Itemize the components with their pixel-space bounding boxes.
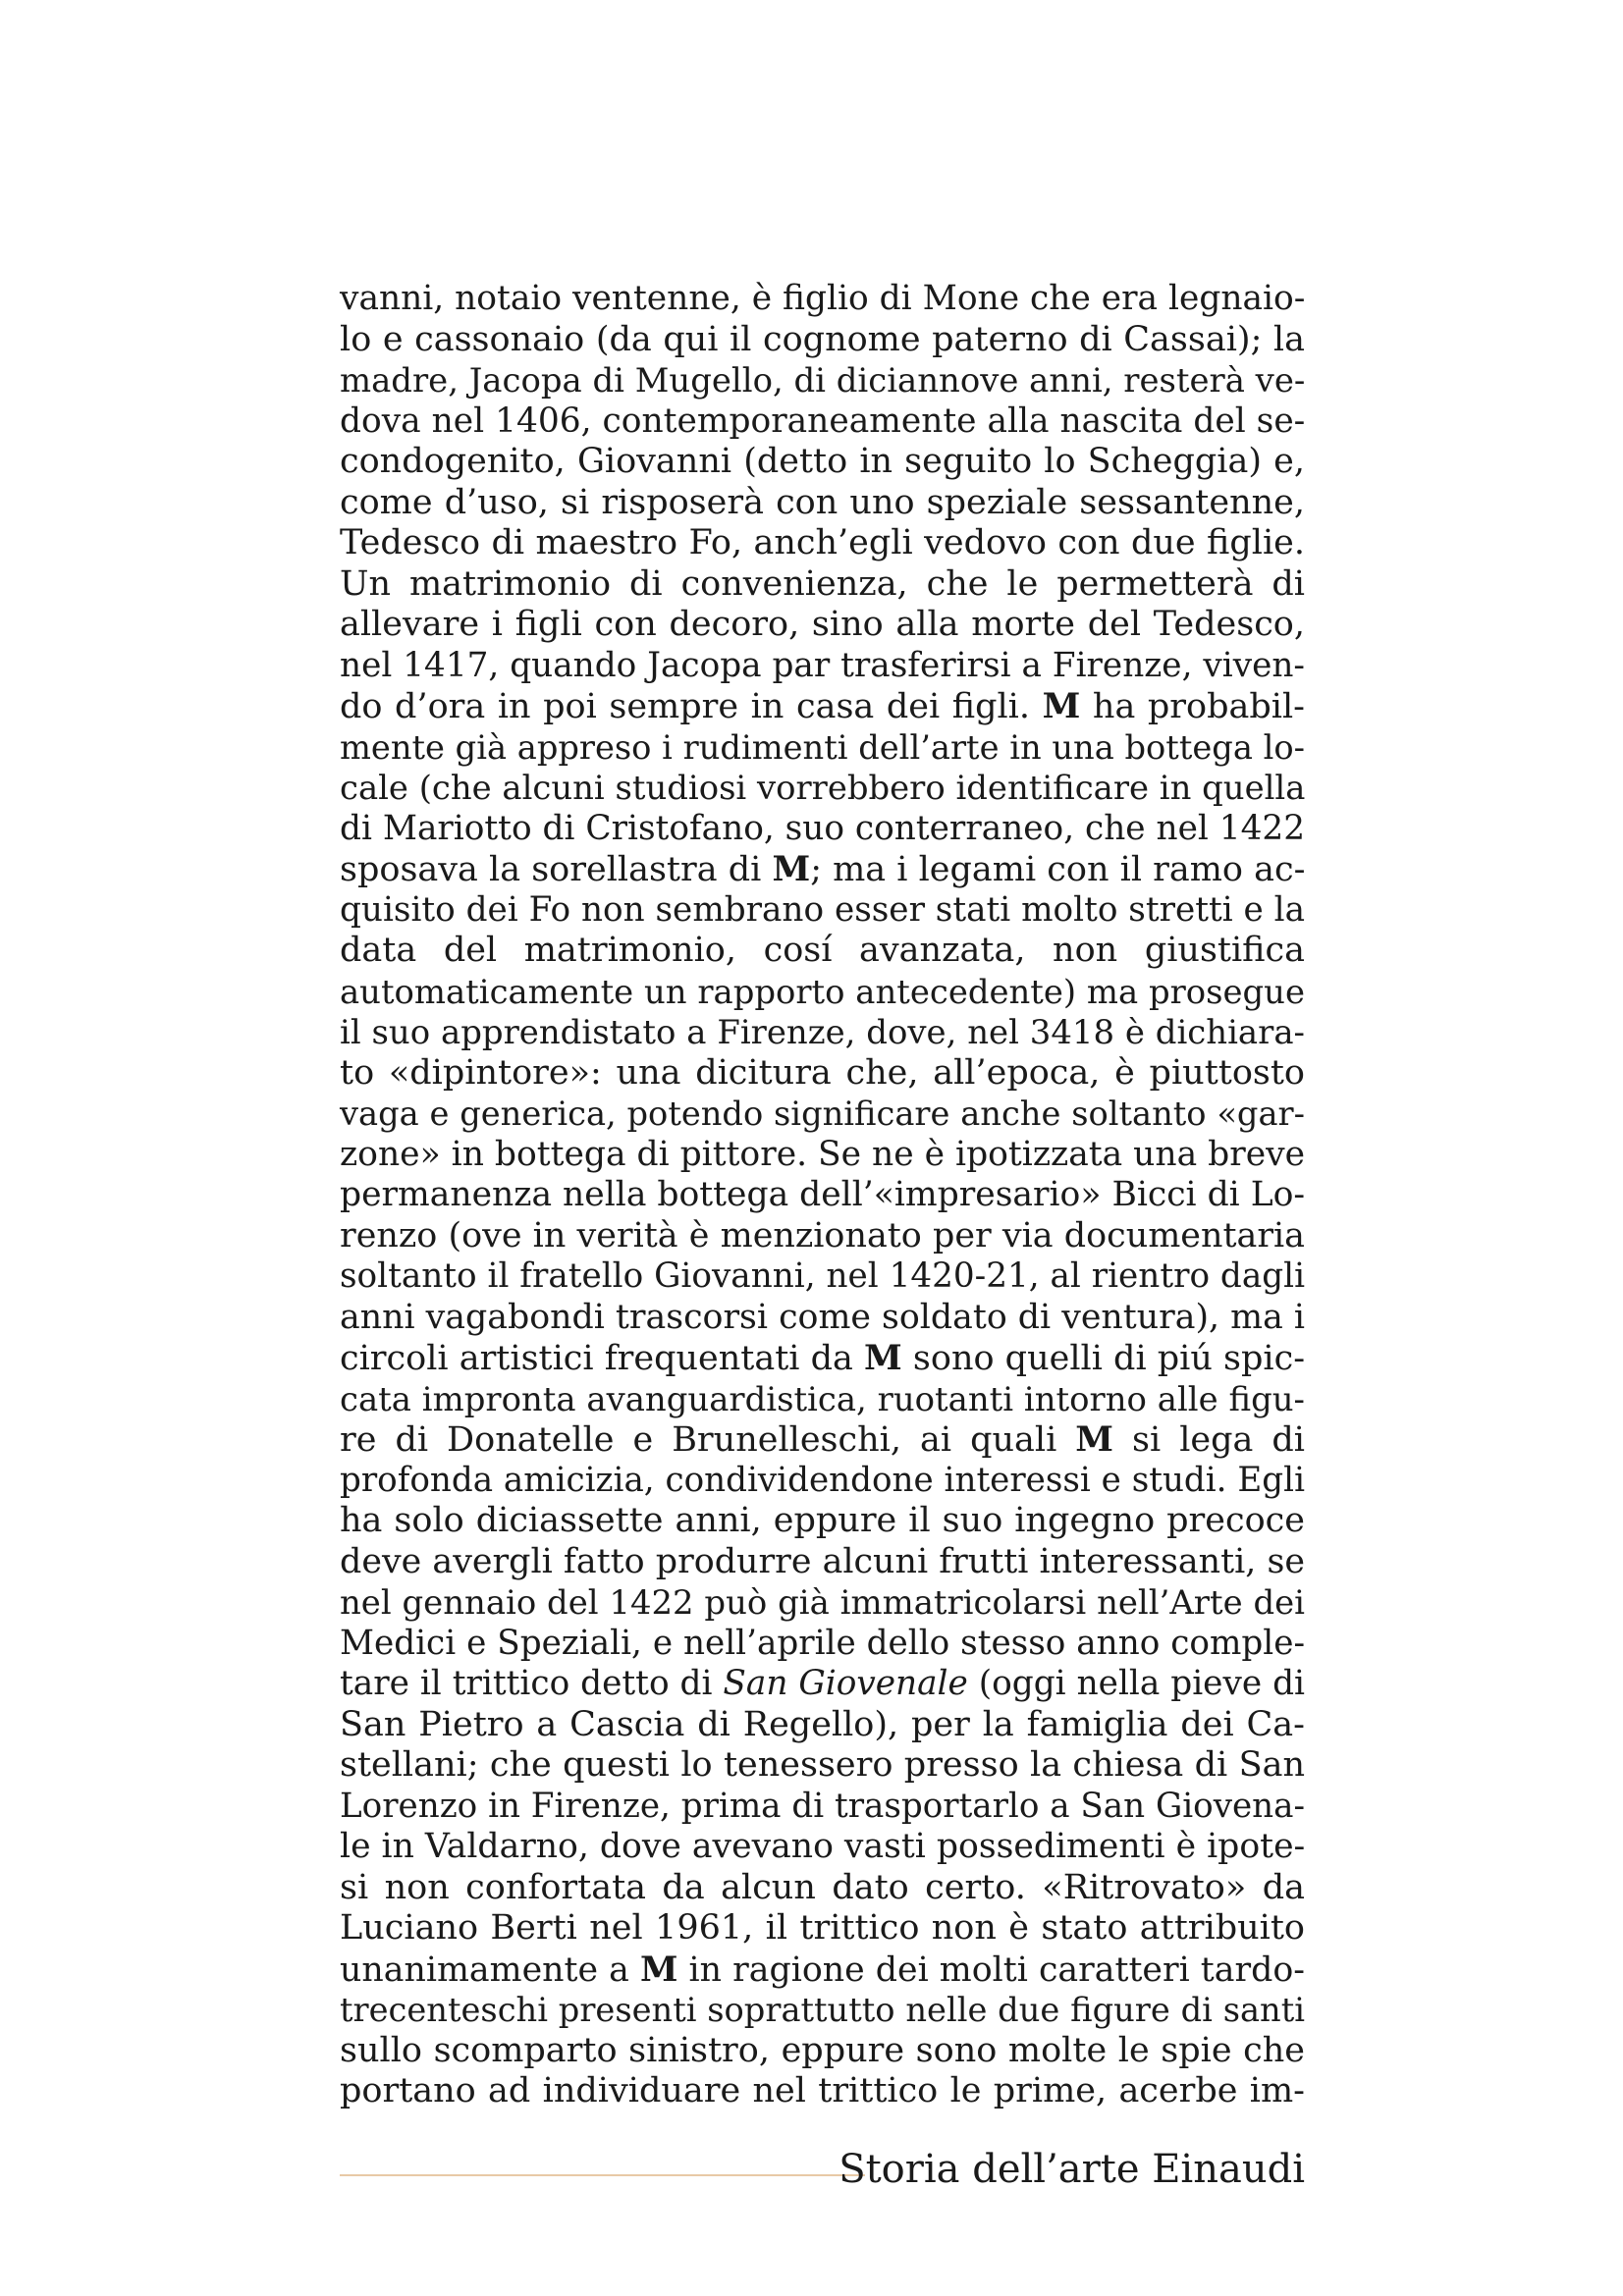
text-segment: Un matrimonio di convenienza, che le permetterà di	[340, 563, 1305, 604]
text-line	[340, 279, 1305, 320]
text-segment: ha solo diciassette anni, eppure il suo ingegno precoce	[340, 1501, 1305, 1540]
text-line	[340, 809, 1305, 850]
text-line	[340, 1787, 1305, 1828]
text-segment: tare il trittico detto di	[340, 1664, 724, 1703]
text-segment: to «dipintore»: una dicitura che, all’epoca, è piuttosto	[340, 1052, 1305, 1093]
text-segment: quisito dei Fo non sembrano esser stati molto stretti e la	[340, 889, 1306, 930]
text-line	[340, 1419, 1305, 1461]
text-segment: Tedesco di maestro Fo, anch’egli vedovo con due figlie.	[340, 523, 1305, 562]
text-segment: vaga e generica, potendo significare anche soltanto «gar-	[340, 1095, 1305, 1133]
text-segment: (oggi nella pieve di	[967, 1664, 1305, 1703]
text-segment: permanenza nella bottega dell’«impresario» Bicci di Lo-	[340, 1175, 1306, 1214]
text-segment: anni vagabondi trascorsi come soldato di ventura), ma i	[340, 1297, 1305, 1337]
text-line	[340, 727, 1305, 769]
text-segment: deve avergli fatto produrre alcuni frutti interessanti, se	[340, 1541, 1305, 1581]
text-segment: nel gennaio del 1422 può già immatricolarsi nell’Arte dei	[340, 1583, 1305, 1622]
text-segment: data del matrimonio, cosí avanzata, non giustifica	[340, 931, 1305, 970]
text-line	[340, 483, 1305, 524]
text-line	[340, 2071, 1305, 2112]
text-segment: mente già appreso i rudimenti dell’arte in una bottega lo-	[340, 727, 1305, 767]
text-line	[340, 1461, 1305, 1502]
text-segment: cata impronta avanguardistica, ruotanti intorno alle figu-	[340, 1379, 1305, 1418]
text-line	[340, 442, 1305, 483]
text-line	[340, 320, 1305, 361]
text-segment: San Pietro a Cascia di Regello), per la famiglia dei Ca-	[340, 1704, 1305, 1744]
text-line	[340, 972, 1305, 1013]
text-line	[340, 401, 1305, 443]
text-line	[340, 605, 1305, 646]
text-segment: in ragione dei molti caratteri tardo-	[677, 1949, 1305, 1990]
text-line	[340, 523, 1305, 564]
text-segment: unanimamente a	[340, 1949, 640, 1990]
author-initial: M	[1042, 686, 1081, 726]
text-line	[340, 1705, 1305, 1746]
text-line	[340, 768, 1305, 809]
text-line	[340, 1379, 1305, 1420]
text-segment: di Mariotto di Cristofano, suo conterraneo, che nel 1422	[340, 808, 1306, 848]
author-initial: M	[639, 1949, 678, 1990]
text-line	[340, 1012, 1305, 1053]
text-line	[340, 1868, 1305, 1909]
footer-rule	[340, 2174, 865, 2176]
text-segment: nel 1417, quando Jacopa par trasferirsi a Firenze, viven-	[340, 645, 1305, 685]
text-segment: lo e cassonaio (da qui il cognome paterno di Cassai); la	[340, 319, 1305, 359]
text-line	[340, 1664, 1305, 1705]
text-line	[340, 1256, 1305, 1298]
text-line	[340, 686, 1305, 727]
artwork-title: San Giovenale	[723, 1664, 968, 1703]
text-segment: le in Valdarno, dove avevano vasti possedimenti è ipote-	[340, 1827, 1306, 1866]
text-segment: ha probabil-	[1080, 687, 1306, 726]
body-text	[340, 279, 1305, 2112]
text-segment: sullo scomparto sinistro, eppure sono molte le spie che	[340, 2030, 1305, 2070]
text-line	[340, 1990, 1305, 2031]
text-segment: circoli artistici frequentati da	[340, 1339, 865, 1378]
text-line	[340, 646, 1305, 687]
text-segment: condogenito, Giovanni (detto in seguito lo Scheggia) e,	[340, 442, 1305, 481]
text-line	[340, 849, 1305, 890]
text-segment: come d’uso, si risposerà con uno speziale sessantenne,	[340, 482, 1305, 522]
text-line	[340, 931, 1305, 972]
text-segment: Luciano Berti nel 1961, il trittico non è stato attribuito	[340, 1908, 1305, 1948]
text-segment: dova nel 1406, contemporaneamente alla nascita del se-	[340, 400, 1306, 441]
text-segment: re di Donatelle e Brunelleschi, ai quali	[340, 1420, 1076, 1460]
text-segment: si non confortata da alcun dato certo. «Ritrovato» da	[340, 1867, 1305, 1907]
text-line	[340, 1094, 1305, 1135]
text-segment: profonda amicizia, condividendone interessi e studi. Egli	[340, 1460, 1305, 1500]
text-line	[340, 1908, 1305, 1949]
text-segment: si lega di	[1113, 1420, 1305, 1460]
text-line	[340, 1624, 1305, 1665]
text-segment: sposava la sorellastra di	[340, 850, 773, 889]
text-segment: zone» in bottega di pittore. Se ne è ipotizzata una breve	[340, 1134, 1306, 1174]
author-initial: M	[1075, 1419, 1114, 1460]
text-segment: stellani; che questi lo tenessero presso la chiesa di San	[340, 1745, 1305, 1785]
text-segment: portano ad individuare nel trittico le prime, acerbe im-	[340, 2071, 1305, 2110]
text-line	[340, 2031, 1305, 2072]
text-line	[340, 1949, 1305, 1991]
text-segment: il suo apprendistato a Firenze, dove, nel 3418 è dichiara-	[340, 1013, 1305, 1051]
text-line	[340, 1338, 1305, 1379]
text-segment: trecenteschi presenti soprattutto nelle due figure di santi	[340, 1991, 1305, 2029]
text-line	[340, 1542, 1305, 1583]
text-segment: do d’ora in poi sempre in casa dei figli.	[340, 687, 1043, 726]
text-segment: vanni, notaio ventenne, è figlio di Mone che era legnaio-	[340, 279, 1306, 318]
text-line	[340, 1582, 1305, 1624]
text-line	[340, 1053, 1305, 1095]
author-initial: M	[772, 849, 811, 889]
text-line	[340, 360, 1305, 401]
text-segment: cale (che alcuni studiosi vorrebbero identificare in quella	[340, 769, 1306, 807]
author-initial: M	[864, 1338, 902, 1378]
text-segment: madre, Jacopa di Mugello, di diciannove anni, resterà ve-	[340, 361, 1306, 400]
text-line	[340, 1135, 1305, 1176]
text-line	[340, 890, 1305, 932]
text-line	[340, 1827, 1305, 1868]
text-line	[340, 1298, 1305, 1339]
text-segment: allevare i figli con decoro, sino alla morte del Tedesco,	[340, 605, 1305, 644]
footer-series-title: Storia dell’arte Einaudi	[839, 2147, 1305, 2192]
text-segment: sono quelli di piú spic-	[901, 1339, 1306, 1378]
text-line	[340, 1175, 1305, 1216]
text-line	[340, 1501, 1305, 1542]
text-line	[340, 1216, 1305, 1257]
text-line	[340, 1745, 1305, 1787]
text-segment: renzo (ove in verità è menzionato per via documentaria	[340, 1215, 1305, 1255]
text-segment: Medici e Speziali, e nell’aprile dello stesso anno comple-	[340, 1623, 1305, 1663]
text-segment: soltanto il fratello Giovanni, nel 1420-21, al rientro dagli	[340, 1256, 1306, 1296]
text-segment: Lorenzo in Firenze, prima di trasportarlo a San Giovena-	[340, 1786, 1306, 1826]
text-segment: automaticamente un rapporto antecedente) ma prosegue	[340, 972, 1305, 1011]
text-line	[340, 564, 1305, 606]
text-segment: ; ma i legami con il ramo ac-	[810, 850, 1306, 889]
